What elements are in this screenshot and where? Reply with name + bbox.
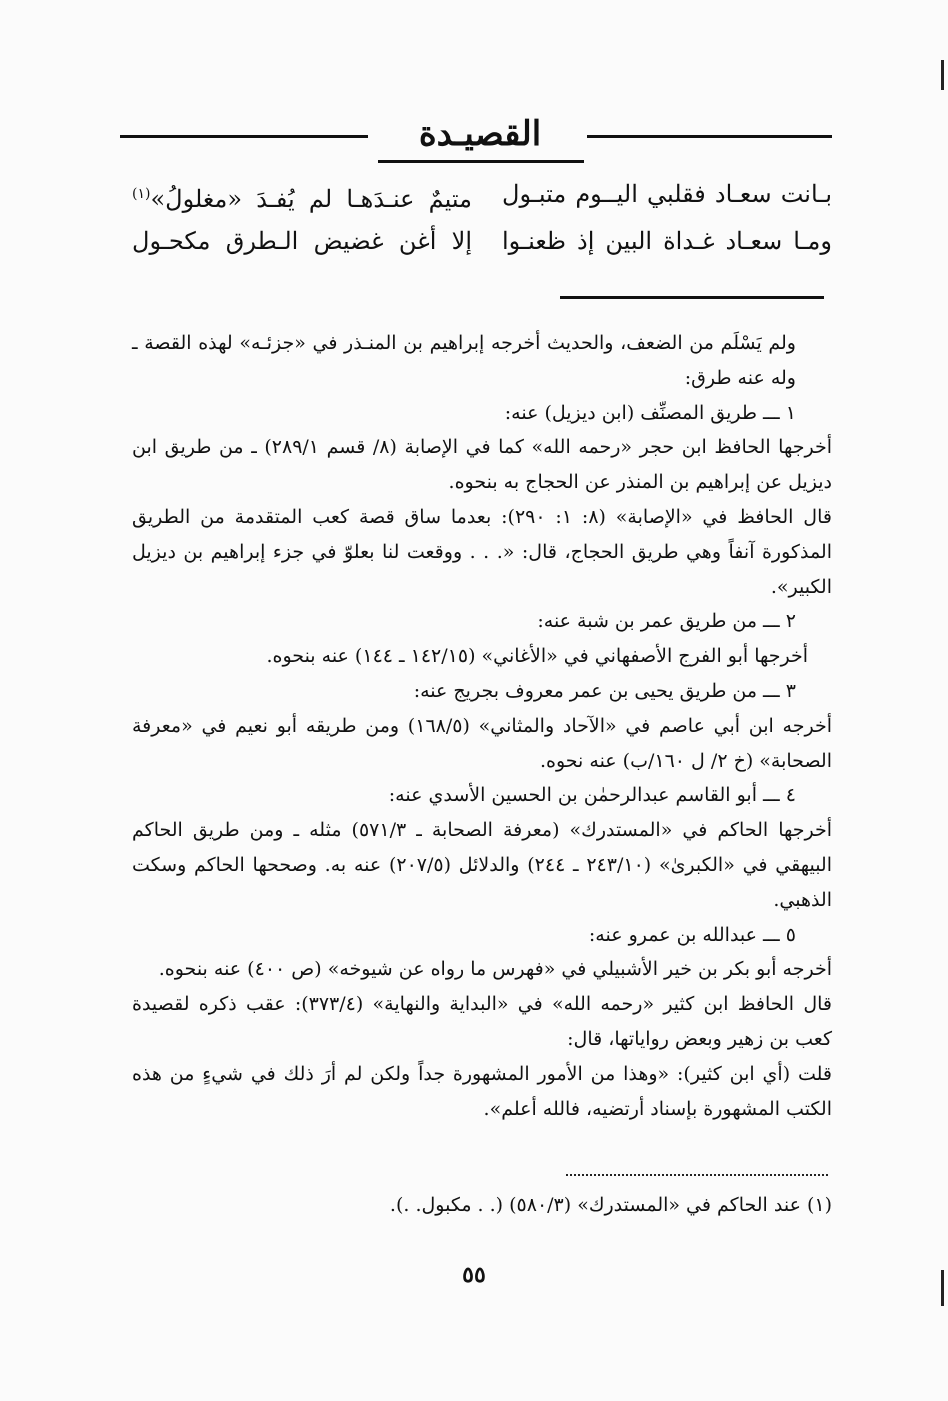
verse-1-second-text: متيمٌ عنـدَهـا لم يُفـدَ «مغلولُ» bbox=[150, 185, 472, 213]
poem-verse-2 bbox=[120, 223, 832, 263]
title-underline bbox=[378, 160, 584, 163]
poem-verse-1 bbox=[120, 176, 832, 216]
verse-2-second-hemistich: إلا أغن غضيض الـطرق مكحـول bbox=[132, 227, 472, 255]
scan-edge-mark bbox=[931, 60, 944, 90]
header-rule-right bbox=[587, 135, 832, 138]
paragraph: أخرجه ابن أبي عاصم في «الآحاد والمثاني» (١٦٨/٥) ومن طريقه أبو نعيم في «معرفة الصحابة» (خ ٢/ ل ١٦٠/ب) عنه نحوه. bbox=[132, 714, 833, 772]
paragraph: أخرجه أبو بكر بن خير الأشبيلي في «فهرس ما رواه عن شيوخه» (ص ٤٠٠) عنه بنحوه. bbox=[158, 958, 832, 981]
paragraph: أخرجها الحافظ ابن حجر «رحمه الله» كما في الإصابة (٨/ قسم ٢٨٩/١) ـ من طريق ابن ديزيل عن إبراهيم بن المنذر عن الحجاج به بنحوه. bbox=[132, 436, 832, 494]
paragraph: أخرجها الحاكم في «المستدرك» (معرفة الصحابة ـ ٥٧١/٣) مثله ـ ومن طريق الحاكم البيهقي في «الكبرىٰ» (٢٤٣/١٠ ـ ٢٤٤) والدلائل (٢٠٧/٥) عنه به. وصححها الحاكم وسكت الذهبي. bbox=[132, 819, 832, 911]
chapter-header bbox=[120, 108, 832, 168]
header-rule-left bbox=[120, 135, 368, 138]
body-text bbox=[132, 326, 832, 1126]
list-item: ٢ ـــ من طريق عمر بن شبة عنه: bbox=[537, 610, 796, 633]
list-item: ٥ ـــ عبدالله بن عمرو عنه: bbox=[588, 923, 796, 946]
paragraph: ولم يَسْلَم من الضعف، والحديث أخرجه إبراهيم بن المنـذر في «جزئـه» لهذه القصة ـ وله عنه طرق: bbox=[132, 332, 796, 389]
page-number: ٥٥ bbox=[462, 1262, 486, 1288]
footnote-separator bbox=[566, 1174, 828, 1176]
list-item: ٤ ـــ أبو القاسم عبدالرحمٰن بن الحسين الأسدي عنه: bbox=[388, 784, 796, 807]
verse-1-second-hemistich bbox=[132, 176, 472, 217]
list-item: ١ ـــ طريق المصنِّف (ابن ديزيل) عنه: bbox=[504, 401, 796, 424]
paragraph: قال الحافظ في «الإصابة» (٨: ١: ٢٩٠): بعدما ساق قصة كعب المتقدمة من الطريق المذكورة آنفاً وهي طريق الحجاج، قال: «. . . ووقعت لنا بعلوّ في جزء إبراهيم بن ديزيل الكبير». bbox=[132, 505, 832, 598]
verse-2-first-hemistich: ومـا سعـاد غـداة البين إذ ظعنـوا bbox=[502, 227, 832, 255]
section-separator bbox=[560, 296, 824, 299]
paragraph: قلت (أي ابن كثير): «وهذا من الأمور المشهورة جداً ولكن لم أرَ ذلك في شيءٍ من هذه الكتب المشهورة بإسناد أرتضيه، فالله أعلم». bbox=[132, 1062, 832, 1120]
footnote-reference: (١) bbox=[132, 186, 151, 202]
paragraph: قال الحافظ ابن كثير «رحمه الله» في «البداية والنهاية» (٣٧٣/٤): عقب ذكره لقصيدة كعب بن زهير وبعض رواياتها، قال: bbox=[132, 993, 832, 1050]
scan-edge-mark bbox=[931, 1270, 944, 1306]
list-item: ٣ ـــ من طريق يحيى بن عمر معروف بجريج عنه: bbox=[413, 679, 796, 702]
chapter-title: القصيـدة bbox=[418, 114, 542, 154]
footnote: (١) عند الحاكم في «المستدرك» (٥٨٠/٣) (. . مكبول. .). bbox=[389, 1194, 832, 1216]
verse-1-first-hemistich: بـانت سعـاد فقلبي اليــوم متبـول bbox=[502, 180, 832, 208]
paragraph: أخرجها أبو الفرج الأصفهاني في «الأغاني» (١٤٢/١٥ ـ ١٤٤) عنه بنحوه. bbox=[266, 645, 808, 668]
